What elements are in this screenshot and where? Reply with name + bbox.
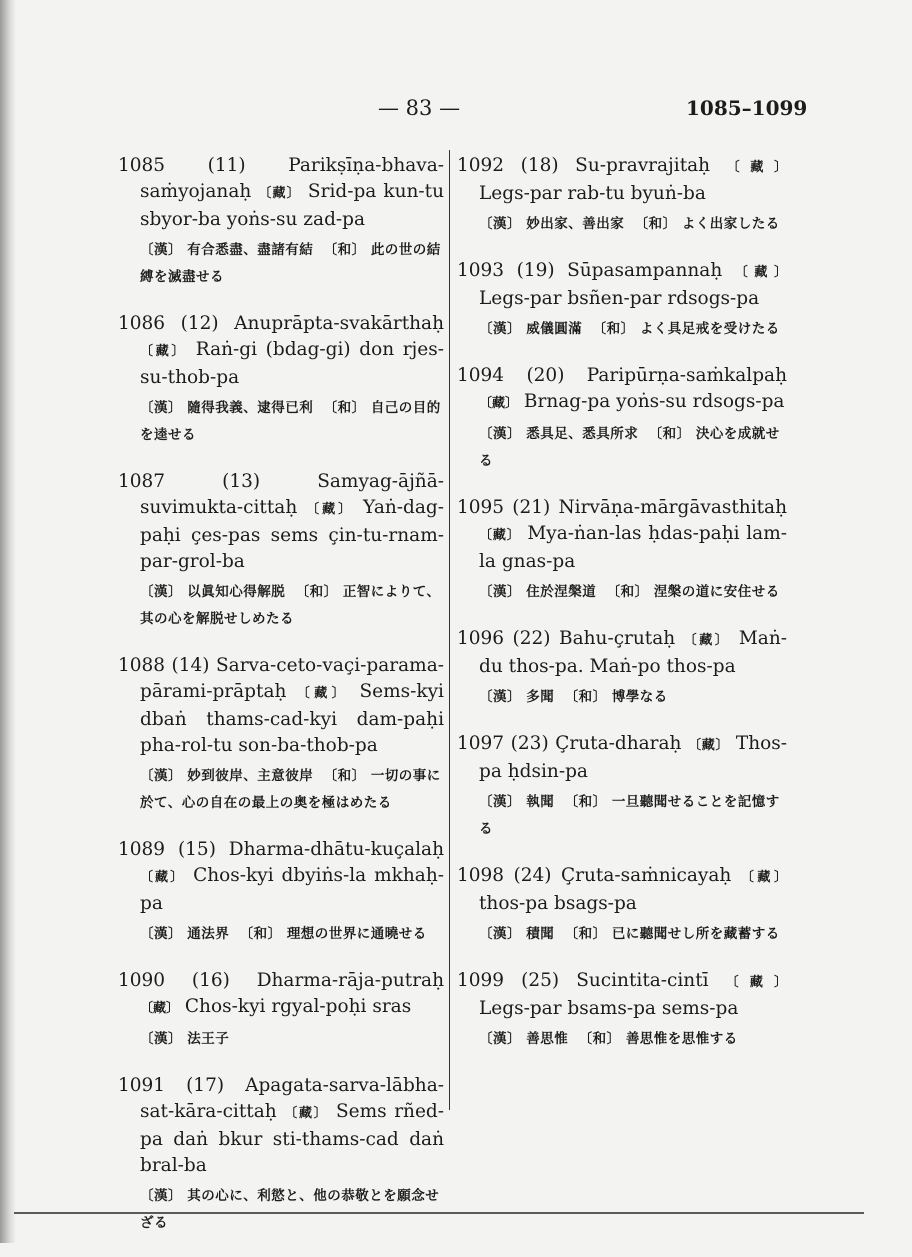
dictionary-entry: [118, 469, 444, 633]
japanese-translation: 此の世の結縛を滅盡せる: [140, 242, 441, 285]
tibetan-label: 〔藏〕: [284, 1106, 329, 1121]
sanskrit-term: Nirvāṇa-mārgāvasthitaḥ: [558, 497, 787, 518]
chinese-label: 〔漢〕: [140, 1188, 182, 1204]
entry-heading: [118, 1073, 444, 1179]
japanese-translation: 決心を成就せる: [479, 426, 780, 469]
entry-gloss: [118, 395, 444, 449]
chinese-translation: 執聞: [526, 794, 555, 810]
entry-heading: [118, 653, 444, 759]
entry-heading: [118, 469, 444, 575]
japanese-translation: 博學なる: [611, 689, 668, 705]
japanese-label: 〔和〕: [564, 689, 607, 705]
entry-number: 1095 (21): [457, 497, 551, 518]
entry-heading: [457, 626, 787, 680]
dictionary-entry: [457, 626, 787, 711]
tibetan-label: 〔藏〕: [296, 686, 350, 701]
entry-gloss: [457, 211, 787, 238]
entry-gloss: [457, 684, 787, 711]
bottom-rule: [14, 1212, 864, 1214]
chinese-label: 〔漢〕: [140, 768, 182, 784]
tibetan-label: 〔藏〕: [740, 870, 787, 885]
entry-gloss: [457, 579, 787, 606]
tibetan-term: Legs-par bsams-pa sems-pa: [479, 998, 739, 1019]
entry-gloss: [118, 921, 444, 948]
entry-number: 1092 (18): [457, 155, 559, 176]
sanskrit-term: Dharma-rāja-putraḥ: [256, 970, 444, 991]
chinese-label: 〔漢〕: [140, 584, 182, 600]
tibetan-label: 〔藏〕: [479, 396, 519, 411]
sanskrit-term: Samyag-ājñā-suvimukta-cittaḥ: [140, 471, 444, 518]
tibetan-term: Legs-par bsñen-par rdsogs-pa: [479, 288, 760, 309]
sanskrit-term: Anuprāpta-svakārthaḥ: [234, 313, 444, 334]
chinese-translation: 悉具足、悉具所求: [526, 426, 639, 442]
column-divider: [449, 150, 450, 1110]
entry-gloss: [118, 237, 444, 291]
dictionary-entry: [457, 863, 787, 948]
japanese-translation: 涅槃の道に安住せる: [653, 584, 780, 600]
chinese-label: 〔漢〕: [479, 794, 521, 810]
japanese-label: 〔和〕: [295, 584, 338, 600]
dictionary-entry: [118, 837, 444, 948]
sanskrit-term: Sarva-ceto-vaçi-parama-pārami-prāptaḥ: [140, 655, 444, 702]
tibetan-label: 〔藏〕: [726, 160, 787, 175]
entry-gloss: [457, 921, 787, 948]
entry-gloss: [118, 579, 444, 633]
japanese-label: 〔和〕: [239, 926, 282, 942]
japanese-translation: 理想の世界に通曉せる: [286, 926, 427, 942]
japanese-label: 〔和〕: [323, 242, 366, 258]
sanskrit-term: Paripūrṇa-saṁkalpaḥ: [586, 365, 787, 386]
tibetan-label: 〔藏〕: [688, 738, 730, 753]
chinese-translation: 善思惟: [526, 1031, 569, 1047]
sanskrit-term: Sūpasampannaḥ: [567, 260, 723, 281]
chinese-translation: 多聞: [526, 689, 555, 705]
japanese-label: 〔和〕: [634, 216, 677, 232]
tibetan-term: Yaṅ-dag-paḥi çes-pas sems çin-tu-rnam-par-grol-ba: [140, 497, 444, 572]
chinese-translation: 積聞: [526, 926, 555, 942]
entry-heading: [457, 363, 787, 417]
japanese-translation: 善思惟を思惟する: [625, 1031, 738, 1047]
entry-number: 1093 (19): [457, 260, 555, 281]
tibetan-term: Thos-pa ḥdsin-pa: [479, 733, 787, 782]
tibetan-term: Legs-par rab-tu byuṅ-ba: [479, 183, 706, 204]
entry-number: 1096 (22): [457, 628, 551, 649]
japanese-translation: 一旦聽聞せることを記憶する: [479, 794, 780, 837]
chinese-label: 〔漢〕: [140, 242, 182, 258]
tibetan-term: Mya-ṅan-las ḥdas-paḥi lam-la gnas-pa: [479, 523, 787, 572]
sanskrit-term: Çruta-dharaḥ: [555, 733, 682, 754]
entry-gloss: [118, 1026, 444, 1053]
scan-edge: [0, 0, 16, 1243]
japanese-translation: 正智によりて、其の心を解脱せしめたる: [140, 584, 441, 627]
sanskrit-term: Çruta-saṁnicayaḥ: [561, 865, 732, 886]
chinese-translation: 有合悉盡、盡諸有結: [187, 242, 314, 258]
entry-gloss: [457, 316, 787, 343]
sanskrit-term: Parikṣīṇa-bhava-saṁyojanaḥ: [140, 155, 444, 202]
japanese-label: 〔和〕: [648, 426, 691, 442]
entry-heading: [118, 968, 444, 1022]
sanskrit-term: Bahu-çrutaḥ: [558, 628, 676, 649]
entry-heading: [457, 968, 787, 1022]
chinese-translation: 妙出家、善出家: [526, 216, 625, 232]
entry-gloss: [457, 1026, 787, 1053]
dictionary-entry: [118, 153, 444, 291]
entry-number: 1097 (23): [457, 733, 549, 754]
chinese-translation: 隨得我義、逮得已利: [187, 400, 314, 416]
entry-gloss: [118, 763, 444, 817]
japanese-translation: よく具足戒を受けたる: [639, 321, 780, 337]
chinese-translation: 住於涅槃道: [526, 584, 597, 600]
entry-number: 1091 (17): [118, 1075, 225, 1096]
japanese-label: 〔和〕: [564, 794, 607, 810]
entry-heading: [457, 731, 787, 785]
entry-heading: [118, 837, 444, 917]
sanskrit-term: Apagata-sarva-lābha-sat-kāra-cittaḥ: [140, 1075, 444, 1122]
tibetan-label: 〔藏〕: [725, 975, 787, 990]
chinese-label: 〔漢〕: [479, 689, 521, 705]
chinese-label: 〔漢〕: [140, 926, 182, 942]
entry-number: 1088 (14): [118, 655, 210, 676]
japanese-translation: 自己の目的を逵せる: [140, 400, 441, 443]
entry-gloss: [118, 1183, 444, 1237]
japanese-label: 〔和〕: [578, 1031, 621, 1047]
tibetan-term: Chos-kyi rgyal-poḥi sras: [184, 996, 412, 1017]
sanskrit-term: Dharma-dhātu-kuçalaḥ: [228, 839, 444, 860]
entry-heading: [118, 311, 444, 391]
tibetan-label: 〔藏〕: [140, 1001, 180, 1016]
japanese-label: 〔和〕: [592, 321, 635, 337]
chinese-label: 〔漢〕: [479, 216, 521, 232]
chinese-label: 〔漢〕: [140, 1031, 182, 1047]
chinese-label: 〔漢〕: [479, 1031, 521, 1047]
japanese-translation: 一切の事に於て、心の自在の最上の奥を極はめたる: [140, 768, 441, 811]
dictionary-entry: [457, 363, 787, 475]
chinese-label: 〔漢〕: [479, 926, 521, 942]
chinese-translation: 妙到彼岸、主意彼岸: [187, 768, 314, 784]
tibetan-term: Sems-kyi dbaṅ thams-cad-kyi dam-paḥi pha-rol-tu son-ba-thob-pa: [140, 681, 444, 756]
chinese-label: 〔漢〕: [479, 321, 521, 337]
entry-heading: [457, 153, 787, 207]
entry-number: 1085 (11): [118, 155, 246, 176]
tibetan-label: 〔藏〕: [306, 502, 355, 517]
tibetan-term: Srid-pa kun-tu sbyor-ba yoṅs-su zad-pa: [140, 181, 445, 230]
left-column: [118, 153, 444, 1257]
tibetan-term: Sems rñed-pa daṅ bkur sti-thams-cad daṅ bral-ba: [140, 1101, 445, 1176]
dictionary-entry: [457, 258, 787, 343]
japanese-label: 〔和〕: [323, 768, 366, 784]
tibetan-label: 〔藏〕: [140, 344, 188, 359]
chinese-translation: 威儀圓滿: [526, 321, 583, 337]
entry-gloss: [457, 421, 787, 475]
tibetan-term: Brnag-pa yoṅs-su rdsogs-pa: [523, 391, 785, 412]
tibetan-term: Raṅ-gi (bdag-gi) don rjes-su-thob-pa: [140, 339, 444, 388]
sanskrit-term: Sucintita-cintī: [576, 970, 709, 991]
japanese-label: 〔和〕: [606, 584, 649, 600]
dictionary-entry: [457, 153, 787, 238]
entry-heading: [457, 258, 787, 312]
entry-number: 1090 (16): [118, 970, 230, 991]
entry-range: 1085–1099: [686, 96, 808, 120]
tibetan-term: Chos-kyi dbyiṅs-la mkhaḥ-pa: [140, 865, 444, 914]
entry-number: 1098 (24): [457, 865, 552, 886]
chinese-translation: 通法界: [187, 926, 230, 942]
japanese-label: 〔和〕: [323, 400, 366, 416]
dictionary-entry: [118, 311, 444, 449]
dictionary-entry: [457, 968, 787, 1053]
dictionary-entry: [118, 968, 444, 1053]
dictionary-entry: [118, 653, 444, 817]
page-number: — 83 —: [378, 96, 461, 120]
chinese-translation: 法王子: [187, 1031, 230, 1047]
entry-number: 1099 (25): [457, 970, 560, 991]
tibetan-term: thos-pa bsags-pa: [479, 893, 637, 914]
japanese-translation: よく出家したる: [681, 216, 780, 232]
sanskrit-term: Su-pravrajitaḥ: [575, 155, 711, 176]
chinese-label: 〔漢〕: [140, 400, 182, 416]
dictionary-entry: [457, 731, 787, 843]
tibetan-label: 〔藏〕: [683, 633, 731, 648]
chinese-translation: 其の心に、利慾と、他の恭敬とを願念せざる: [140, 1188, 440, 1231]
entry-number: 1089 (15): [118, 839, 216, 860]
entry-number: 1094 (20): [457, 365, 565, 386]
tibetan-label: 〔藏〕: [479, 528, 521, 543]
japanese-translation: 已に聽聞せし所を藏蓄する: [611, 926, 780, 942]
dictionary-entry: [457, 495, 787, 606]
entry-gloss: [457, 789, 787, 843]
chinese-translation: 以眞知心得解脱: [187, 584, 286, 600]
entry-number: 1087 (13): [118, 471, 261, 492]
tibetan-term: Maṅ-du thos-pa. Maṅ-po thos-pa: [479, 628, 787, 677]
japanese-label: 〔和〕: [564, 926, 607, 942]
entry-number: 1086 (12): [118, 313, 219, 334]
chinese-label: 〔漢〕: [479, 584, 521, 600]
entry-heading: [457, 863, 787, 917]
chinese-label: 〔漢〕: [479, 426, 521, 442]
tibetan-label: 〔藏〕: [140, 870, 186, 885]
tibetan-label: 〔藏〕: [258, 186, 301, 201]
tibetan-label: 〔藏〕: [734, 265, 787, 280]
right-column: [457, 153, 787, 1073]
entry-heading: [118, 153, 444, 233]
entry-heading: [457, 495, 787, 575]
